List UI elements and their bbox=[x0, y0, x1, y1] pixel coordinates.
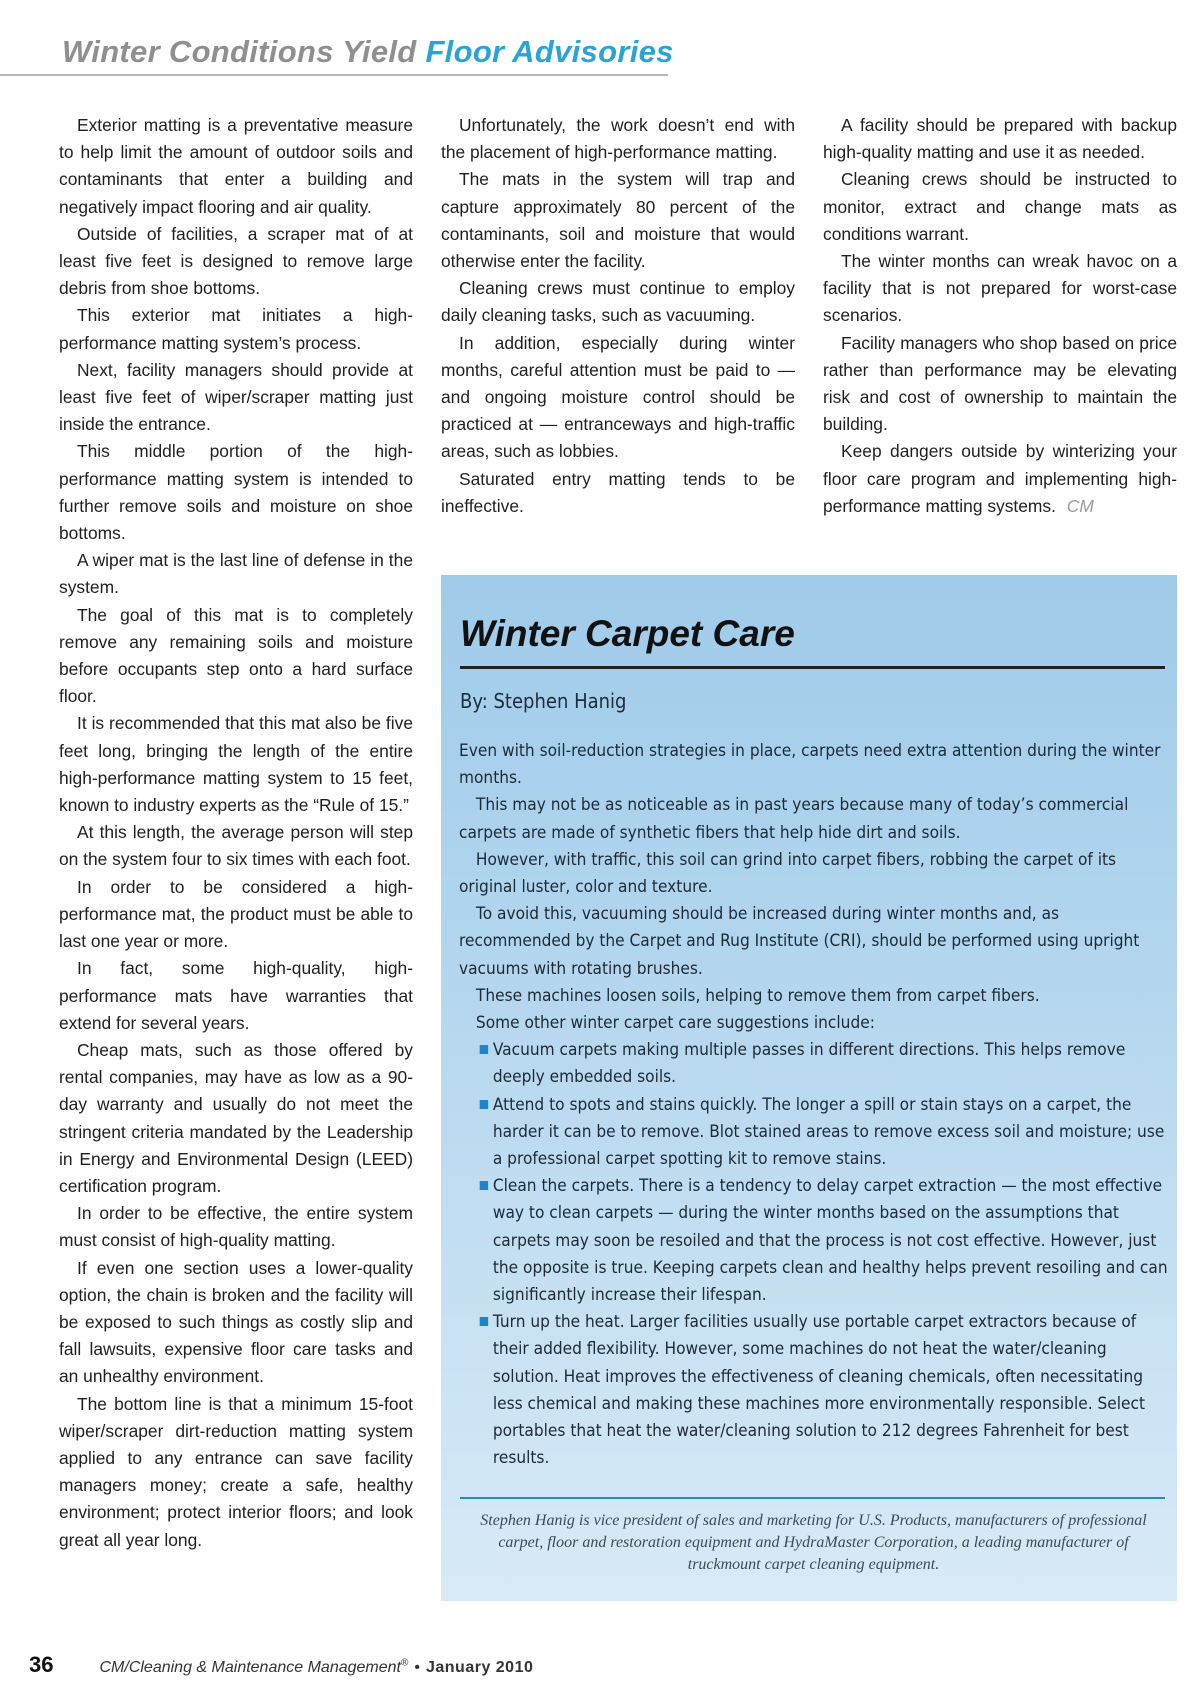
paragraph: A facility should be prepared with backup high-quality matting and use it as needed. bbox=[823, 115, 1177, 163]
sidebar-body bbox=[459, 737, 1171, 1471]
sidebar-bio-rule bbox=[460, 1497, 1165, 1499]
list-item-text: Clean the carpets. There is a tendency to delay carpet extraction — the most effective way to clean carpets — during the winter months based on the assumptions that carpets may soon be resoiled and that the process is not cost effective. However, just the opposite is true. Keeping carpets clean and healthy helps prevent resoiling and can significantly increase their lifespan. bbox=[492, 1176, 1168, 1305]
paragraph: The winter months can wreak havoc on a facility that is not prepared for worst-case scenarios. bbox=[823, 251, 1177, 326]
paragraph: Exterior matting is a preventative measure to help limit the amount of outdoor soils and contaminants that enter a building and negatively impact flooring and air quality. bbox=[59, 115, 413, 217]
square-bullet-icon bbox=[480, 1317, 488, 1326]
paragraph: If even one section uses a lower-quality option, the chain is broken and the facility will be exposed to such things as costly slip and fall lawsuits, expensive floor care tasks and an unhealthy environment. bbox=[59, 1257, 413, 1387]
square-bullet-icon bbox=[480, 1045, 488, 1054]
list-item-text: Vacuum carpets making multiple passes in different directions. This helps remove deeply embedded soils. bbox=[492, 1040, 1126, 1087]
sidebar-paragraph: However, with traffic, this soil can grind into carpet fibers, robbing the carpet of its original luster, color and texture. bbox=[459, 849, 1117, 897]
sidebar-paragraph: These machines loosen soils, helping to remove them from carpet fibers. bbox=[475, 985, 1040, 1005]
sidebar-bullet-list bbox=[459, 1036, 1171, 1471]
list-item-text: Turn up the heat. Larger facilities usually use portable carpet extractors because of their added flexibility. However, some machines do not heat the water/cleaning solution. Heat improves the effectiveness of cleaning chemicals, often necessitating less chemical and making these machines more environmentally responsible. Select portables that heat the water/cleaning solution to 212 degrees Fahrenheit for best results. bbox=[492, 1312, 1146, 1468]
list-item bbox=[459, 1308, 1171, 1471]
sidebar-title-rule bbox=[460, 666, 1165, 669]
paragraph: Cleaning crews must continue to employ daily cleaning tasks, such as vacuuming. bbox=[441, 278, 795, 326]
list-item-text: Attend to spots and stains quickly. The longer a spill or stain stays on a carpet, the harder it can be to remove. Blot stained areas to remove excess soil and moisture; use a professional carpet spotting kit to remove stains. bbox=[492, 1094, 1165, 1169]
paragraph: The bottom line is that a minimum 15-foot wiper/scraper dirt-reduction matting system applied to any entrance can save facility managers money; create a safe, healthy environment; protect interior floors; and look great all year long. bbox=[59, 1393, 413, 1550]
sidebar-paragraph: Even with soil-reduction strategies in place, carpets need extra attention during the winter months. bbox=[459, 741, 1161, 788]
paragraph: This middle portion of the high-performance matting system is intended to further remove soils and moisture on shoe bottoms. bbox=[59, 441, 413, 544]
paragraph: Saturated entry matting tends to be ineffective. bbox=[441, 468, 795, 516]
paragraph: This exterior mat initiates a high-performance matting system’s process. bbox=[59, 305, 413, 353]
paragraph: In order to be effective, the entire system must consist of high-quality matting. bbox=[59, 1203, 413, 1251]
paragraph: The goal of this mat is to completely remove any remaining soils and moisture before occupants step onto a hard surface floor. bbox=[59, 604, 413, 707]
paragraph: Cheap mats, such as those offered by rental companies, may have as low as a 90-day warranty and usually do not meet the stringent criteria mandated by the Leadership in Energy and Environmental Design (LEED) certification program. bbox=[59, 1039, 413, 1196]
header-title-part2: Floor Advisories bbox=[425, 34, 674, 69]
paragraph: In addition, especially during winter months, careful attention must be paid to — and ongoing moisture control should be practiced at — entranceways and high-traffic areas, such as lobbies. bbox=[441, 332, 795, 462]
header-title bbox=[62, 34, 674, 70]
paragraph: The mats in the system will trap and capture approximately 80 percent of the contaminants, soil and moisture that would otherwise enter the facility. bbox=[441, 169, 795, 272]
sidebar-intro bbox=[459, 737, 1171, 1036]
sidebar-box bbox=[441, 575, 1177, 1601]
registered-mark: ® bbox=[400, 1657, 409, 1669]
page-footer bbox=[29, 1652, 533, 1678]
sidebar-paragraph: This may not be as noticeable as in past years because many of today’s commercial carpets are made of synthetic fibers that help hide dirt and soils. bbox=[459, 795, 1129, 842]
paragraph: Keep dangers outside by winterizing your floor care program and implementing high-performance matting systems. CM bbox=[823, 441, 1177, 516]
paragraph: It is recommended that this mat also be five feet long, bringing the length of the entire high-performance matting system to 15 feet, known to industry experts as the “Rule of 15.” bbox=[59, 713, 413, 816]
list-item bbox=[459, 1091, 1171, 1173]
paragraph: Facility managers who shop based on price rather than performance may be elevating risk and cost of ownership to maintain the building. bbox=[823, 332, 1177, 435]
square-bullet-icon bbox=[480, 1181, 488, 1190]
page-number: 36 bbox=[29, 1652, 54, 1677]
article-end-signature: CM bbox=[1066, 495, 1094, 516]
paragraph: Unfortunately, the work doesn’t end with the placement of high-performance matting. bbox=[441, 115, 795, 163]
sidebar-author-bio: Stephen Hanig is vice president of sales and marketing for U.S. Products, manufacturers of professional carpet, floor and restoration equipment and HydraMaster Corporation, a leading manufacturer of truckmount carpet cleaning equipment. bbox=[480, 1512, 1147, 1573]
square-bullet-icon bbox=[480, 1100, 488, 1109]
paragraph: Cleaning crews should be instructed to monitor, extract and change mats as conditions warrant. bbox=[823, 169, 1177, 244]
sidebar-paragraph: To avoid this, vacuuming should be increased during winter months and, as recommended by the Carpet and Rug Institute (CRI), should be performed using upright vacuums with rotating brushes. bbox=[459, 904, 1140, 978]
paragraph: At this length, the average person will step on the system four to six times with each foot. bbox=[59, 822, 413, 870]
paragraph: In fact, some high-quality, high-performance mats have warranties that extend for several years. bbox=[59, 958, 413, 1033]
publication-name: CM/Cleaning & Maintenance Management bbox=[99, 1659, 401, 1676]
sidebar-paragraph: Some other winter carpet care suggestions include: bbox=[475, 1013, 875, 1033]
sidebar-title: Winter Carpet Care bbox=[460, 613, 795, 654]
paragraph: Outside of facilities, a scraper mat of at least five feet is designed to remove large debris from shoe bottoms. bbox=[59, 223, 413, 299]
article-column-3 bbox=[823, 112, 1177, 520]
article-column-2 bbox=[441, 112, 795, 520]
paragraph: A wiper mat is the last line of defense in the system. bbox=[59, 550, 413, 598]
list-item bbox=[459, 1172, 1171, 1308]
page-header bbox=[0, 28, 674, 76]
article-column-1 bbox=[59, 112, 413, 1554]
header-title-part1: Winter Conditions Yield bbox=[62, 34, 417, 69]
issue-date: January 2010 bbox=[425, 1659, 534, 1676]
paragraph: Next, facility managers should provide at least five feet of wiper/scraper matting just inside the entrance. bbox=[59, 359, 413, 435]
sidebar-byline: By: Stephen Hanig bbox=[460, 689, 627, 713]
paragraph: In order to be considered a high-performance mat, the product must be able to last one year or more. bbox=[59, 876, 413, 952]
list-item bbox=[459, 1036, 1171, 1090]
footer-separator: • bbox=[414, 1659, 420, 1676]
